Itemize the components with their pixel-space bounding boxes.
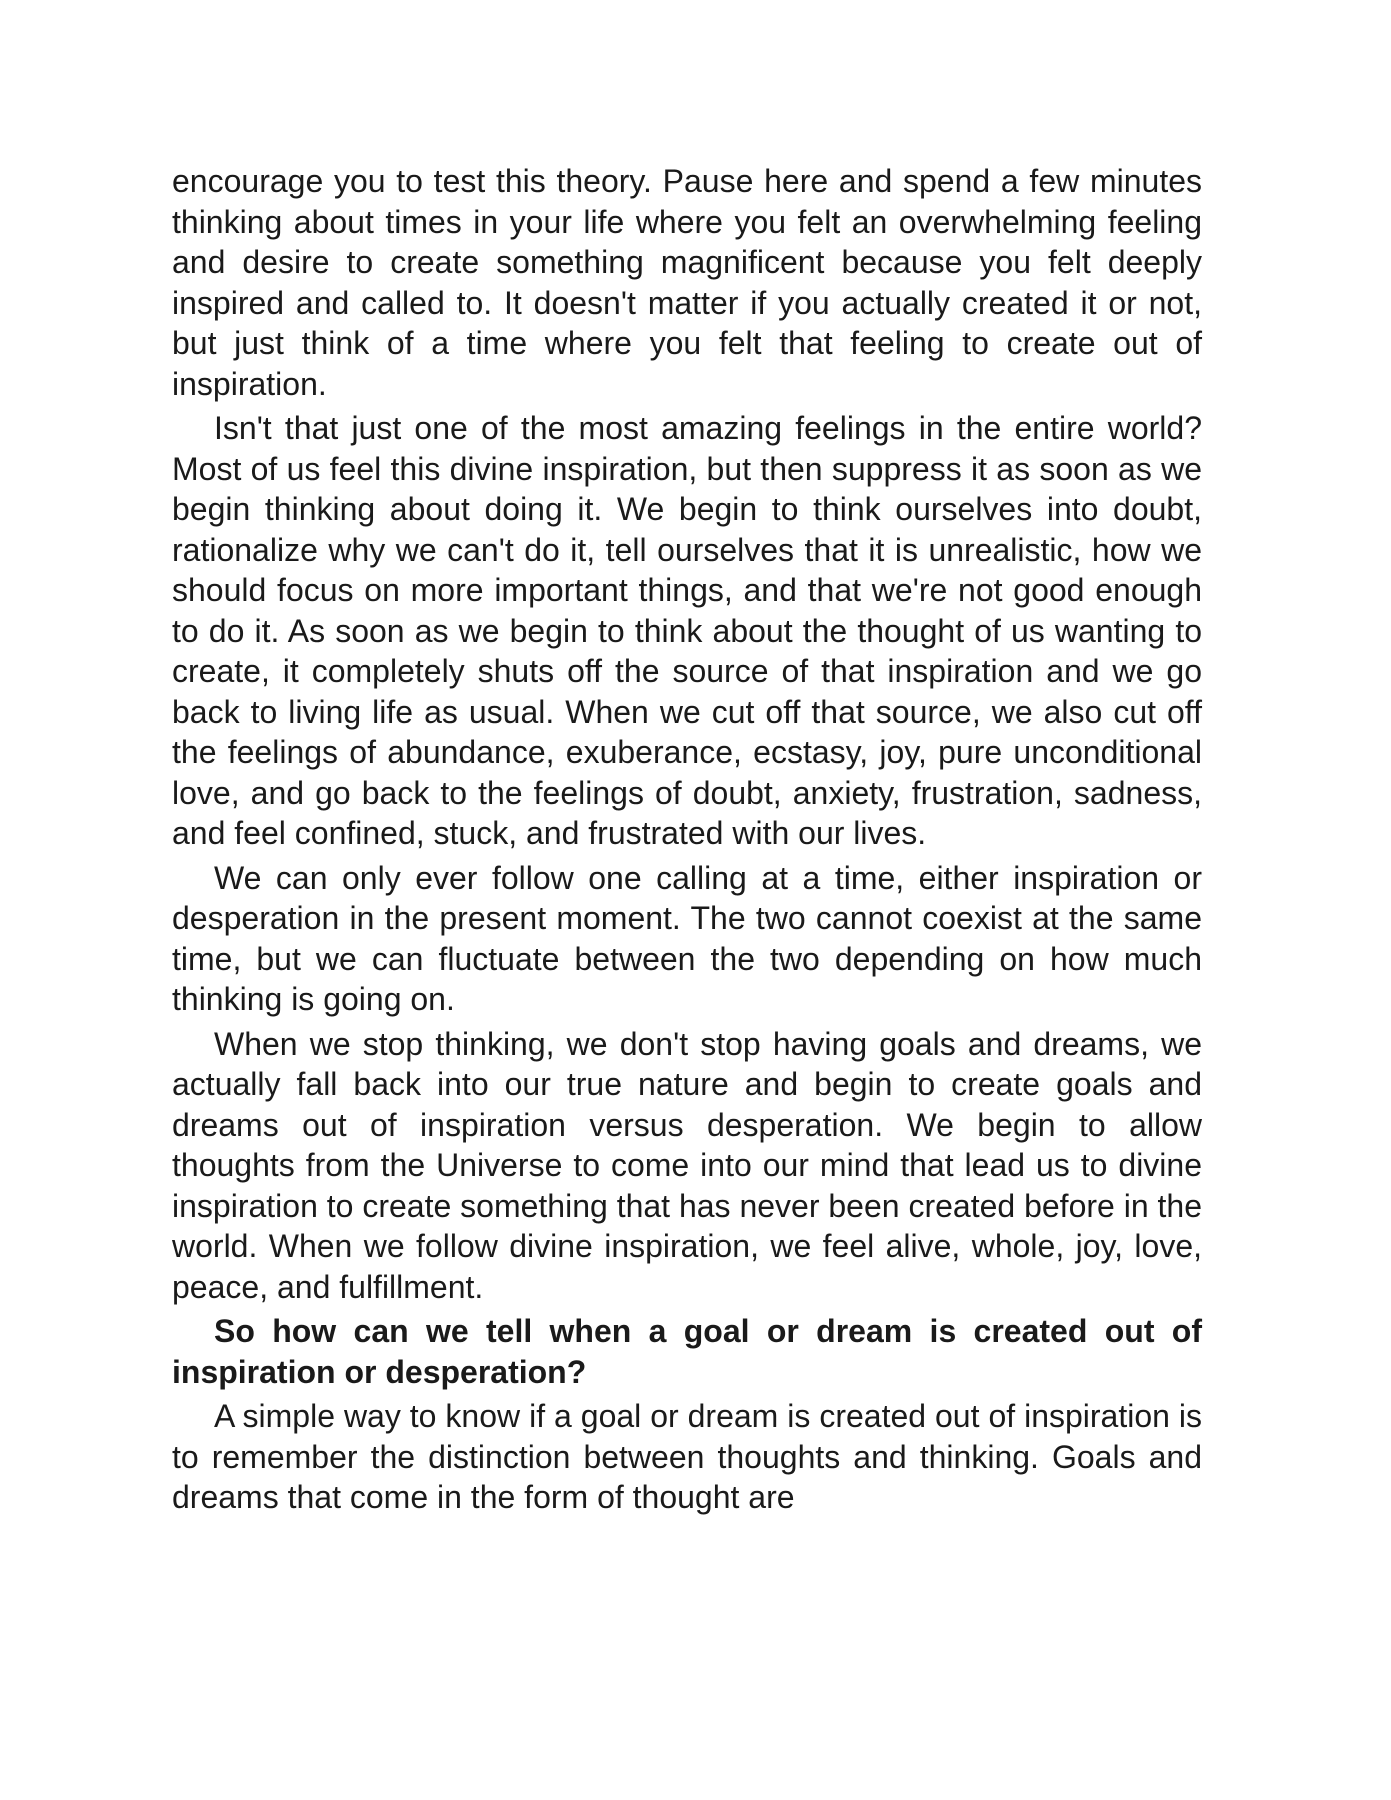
paragraph-4: When we stop thinking, we don't stop having goals and dreams, we actually fall back into our true nature and begin to create goals and dreams out of inspiration versus desperation. We begin to allow thoughts from the Universe to come into our mind that lead us to divine inspiration to create something that has never been created before in the world. When we follow divine inspiration, we feel alive, whole, joy, love, peace, and fulfillment. — [172, 1025, 1202, 1305]
paragraph-6: A simple way to know if a goal or dream is created out of inspiration is to remember the distinction between thoughts and thinking. Goals and dreams that come in the form of thought are — [172, 1398, 1202, 1515]
question-heading: So how can we tell when a goal or dream is created out of inspiration or desperation? — [172, 1313, 1202, 1390]
body-text — [172, 161, 1202, 1522]
paragraph-1: encourage you to test this theory. Pause here and spend a few minutes thinking about times in your life where you felt an overwhelming feeling and desire to create something magnificent because you felt deeply inspired and called to. It doesn't matter if you actually created it or not, but just think of a time where you felt that feeling to create out of inspiration. — [172, 163, 1202, 402]
paragraph-3: We can only ever follow one calling at a time, either inspiration or desperation in the present moment. The two cannot coexist at the same time, but we can fluctuate between the two depending on how much thinking is going on. — [172, 859, 1202, 1017]
paragraph-2: Isn't that just one of the most amazing feelings in the entire world? Most of us feel this divine inspiration, but then suppress it as soon as we begin thinking about doing it. We begin to think ourselves into doubt, rationalize why we can't do it, tell ourselves that it is unrealistic, how we should focus on more important things, and that we're not good enough to do it. As soon as we begin to think about the thought of us wanting to create, it completely shuts off the source of that inspiration and we go back to living life as usual. When we cut off that source, we also cut off the feelings of abundance, exuberance, ecstasy, joy, pure unconditional love, and go back to the feelings of doubt, anxiety, frustration, sadness, and feel confined, stuck, and frustrated with our lives. — [172, 410, 1202, 851]
